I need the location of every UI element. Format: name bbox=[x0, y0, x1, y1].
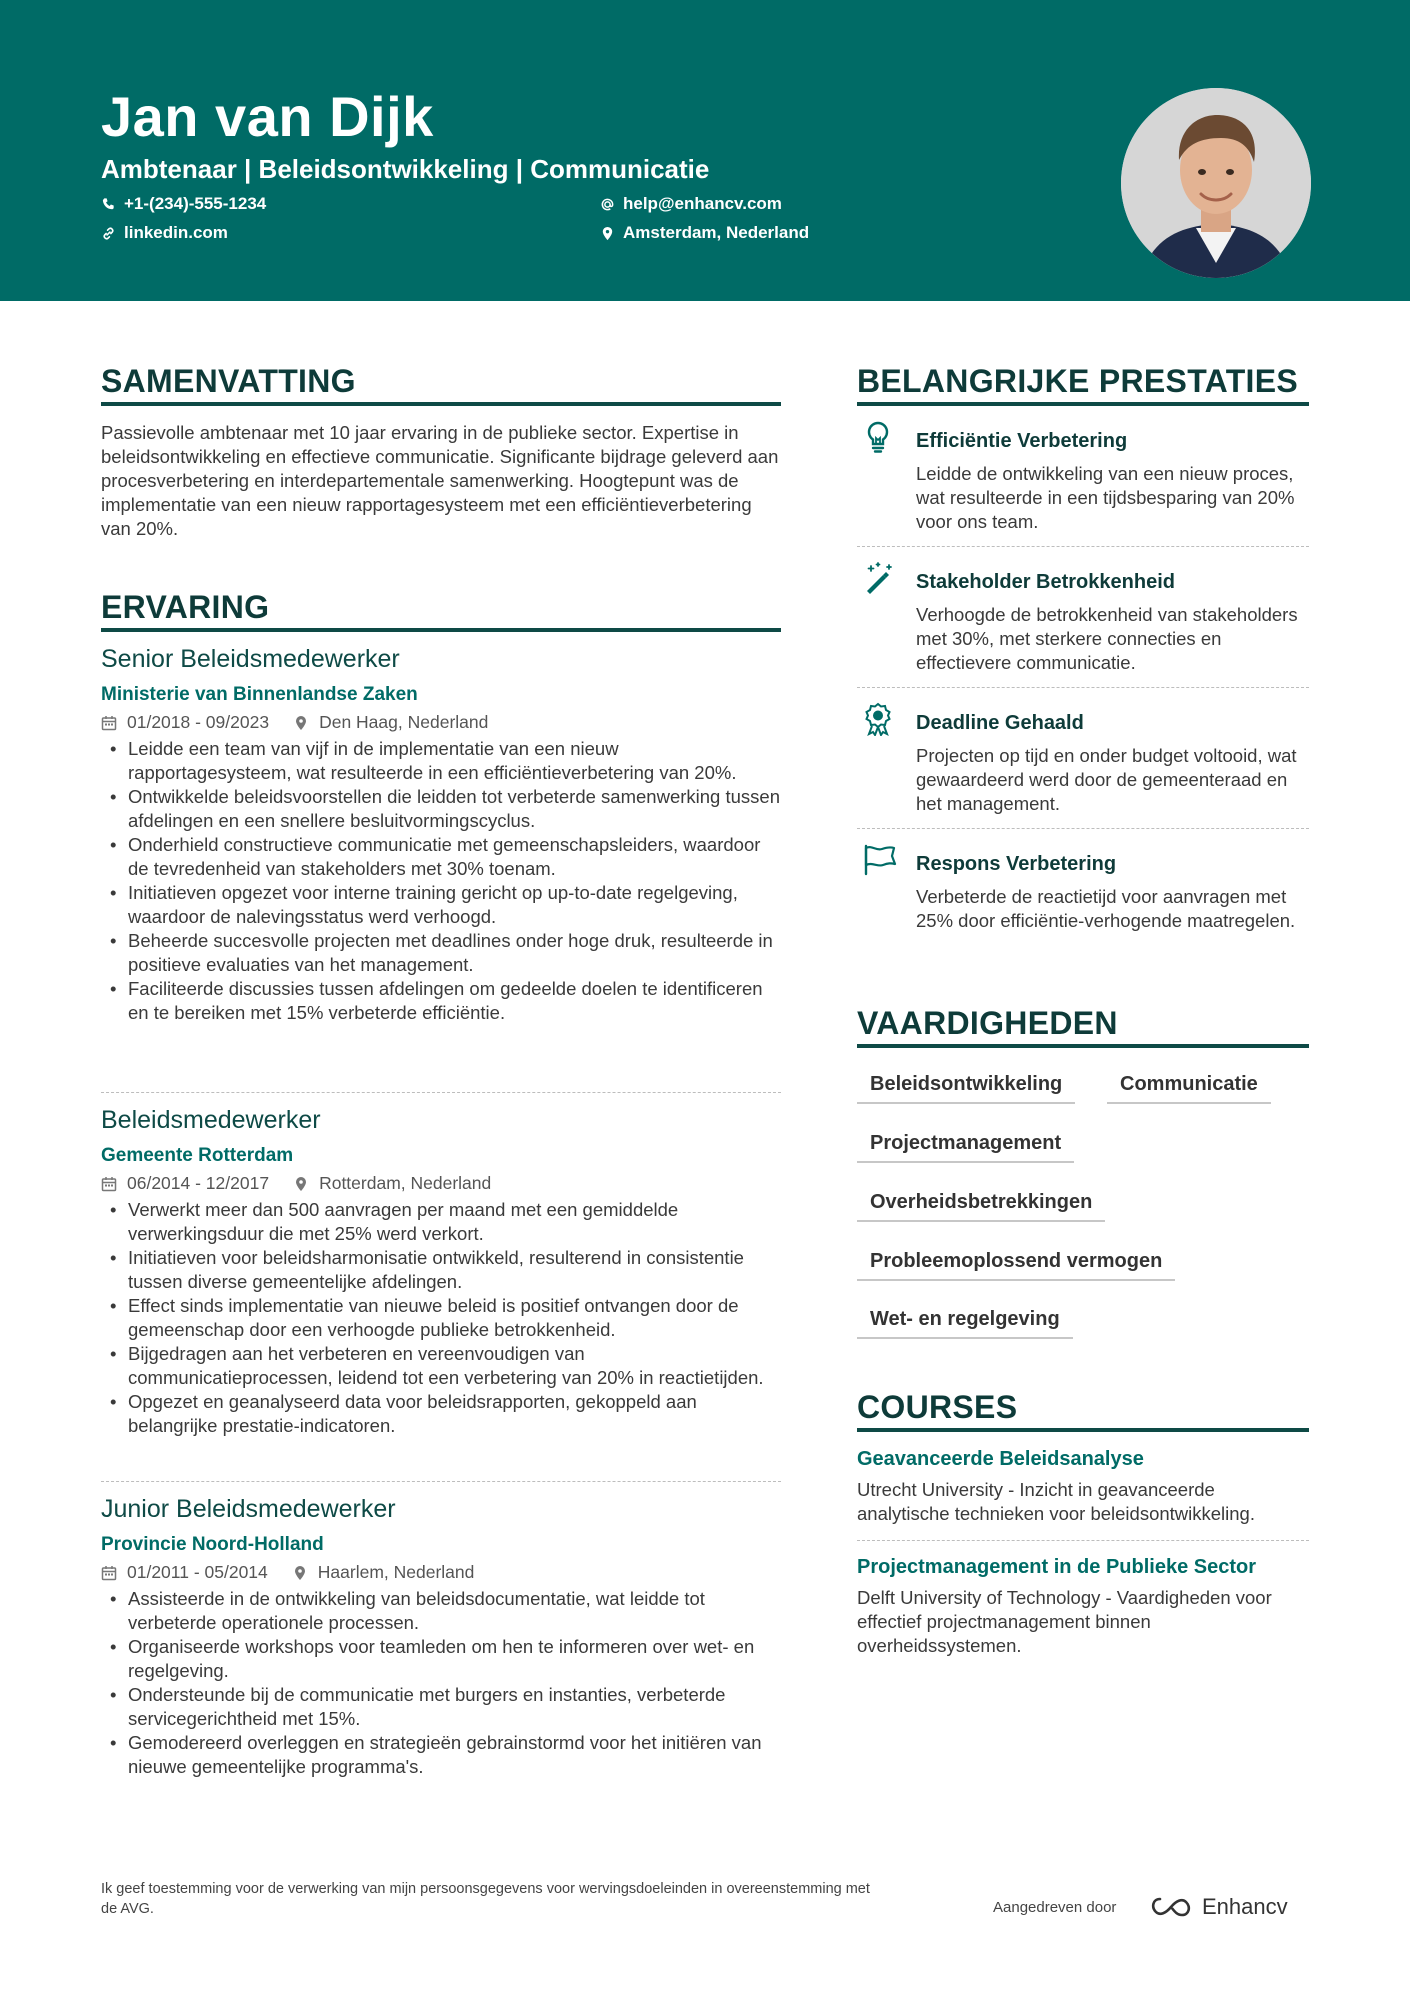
job-bullet: • Organiseerde workshops voor teamleden om hen te informeren over wet- en regelgeving. bbox=[101, 1635, 781, 1683]
at-sign-icon bbox=[600, 197, 615, 212]
achievement-divider bbox=[857, 828, 1309, 829]
job-company: Gemeente Rotterdam bbox=[101, 1145, 294, 1166]
job-meta bbox=[101, 712, 781, 733]
linkedin-text: linkedin.com bbox=[124, 223, 228, 242]
link-icon bbox=[101, 226, 116, 241]
job-dates: 06/2014 - 12/2017 bbox=[127, 1173, 270, 1193]
skill-tag: Wet- en regelgeving bbox=[857, 1299, 1073, 1339]
skill-tag: Beleidsontwikkeling bbox=[857, 1064, 1075, 1104]
achievement-title: Stakeholder Betrokkenheid bbox=[916, 571, 1175, 593]
course-title: Projectmanagement in de Publieke Sector bbox=[857, 1556, 1257, 1578]
job-location: Den Haag, Nederland bbox=[319, 712, 489, 732]
experience-rule bbox=[101, 628, 781, 632]
job-bullets bbox=[101, 1587, 781, 1779]
job-company: Provincie Noord-Holland bbox=[101, 1534, 324, 1555]
job-entry bbox=[101, 645, 781, 1025]
job-bullet: • Bijgedragen aan het verbeteren en vereenvoudigen van communicatieprocessen, leidend tot een verbetering van 20% in reactietijden. bbox=[101, 1342, 781, 1390]
profile-photo bbox=[1121, 88, 1311, 278]
job-bullet: • Initiatieven voor beleidsharmonisatie ontwikkeld, resulterend in consistentie tussen diverse gemeentelijke afdelingen. bbox=[101, 1246, 781, 1294]
job-bullets bbox=[101, 1198, 781, 1438]
achievements-heading: BELANGRIJKE PRESTATIES bbox=[857, 363, 1299, 399]
job-entry bbox=[101, 1495, 781, 1779]
job-role: Senior Beleidsmedewerker bbox=[101, 645, 400, 673]
job-bullet: • Onderhield constructieve communicatie met gemeenschapsleiders, waardoor de tevredenheid van stakeholders met 30% toenam. bbox=[101, 833, 781, 881]
consent-note: Ik geef toestemming voor de verwerking van mijn persoonsgegevens voor wervingsdoeleinden in overeenstemming met de AVG. bbox=[101, 1881, 870, 1917]
job-bullet: • Assisteerde in de ontwikkeling van beleidsdocumentatie, wat leidde tot verbeterde operationele processen. bbox=[101, 1587, 781, 1635]
achievement-text: Verhoogde de betrokkenheid van stakeholders met 30%, met sterkere connecties en effectievere communicatie. bbox=[916, 604, 1298, 673]
job-company: Ministerie van Binnenlandse Zaken bbox=[101, 684, 418, 705]
job-dates: 01/2011 - 05/2014 bbox=[127, 1562, 268, 1582]
achievement-title: Efficiëntie Verbetering bbox=[916, 430, 1128, 452]
skill-tag: Probleemoplossend vermogen bbox=[857, 1241, 1175, 1281]
contact-location bbox=[600, 223, 809, 243]
achievement-text: Verbeterde de reactietijd voor aanvragen met 25% door efficiëntie-verhogende maatregelen. bbox=[916, 886, 1296, 931]
course-text: Utrecht University - Inzicht in geavanceerde analytische technieken voor beleidsontwikkeling. bbox=[857, 1479, 1255, 1524]
resume-header bbox=[0, 0, 1410, 301]
brand-logo[interactable] bbox=[1148, 1894, 1288, 1920]
brand-name: Enhancv bbox=[1202, 1894, 1288, 1919]
job-entry bbox=[101, 1106, 781, 1438]
job-role: Junior Beleidsmedewerker bbox=[101, 1495, 396, 1523]
job-bullet: • Ondersteunde bij de communicatie met burgers en instanties, verbeterde servicegerichtheid met 15%. bbox=[101, 1683, 781, 1731]
summary-rule bbox=[101, 402, 781, 406]
course-text: Delft University of Technology - Vaardigheden voor effectief projectmanagement binnen overheidssystemen. bbox=[857, 1587, 1272, 1656]
job-bullet: • Verwerkt meer dan 500 aanvragen per maand met een gemiddelde verwerkingsduur die met 25% werd verkort. bbox=[101, 1198, 781, 1246]
job-meta bbox=[101, 1173, 781, 1194]
job-bullet: • Ontwikkelde beleidsvoorstellen die leidden tot verbeterde samenwerking tussen afdelingen en een snellere besluitvormingscyclus. bbox=[101, 785, 781, 833]
powered-by-label: Aangedreven door bbox=[993, 1899, 1117, 1916]
job-bullet: • Leidde een team van vijf in de implementatie van een nieuw rapportagesysteem, wat resulteerde in een efficiëntieverbetering van 20%. bbox=[101, 737, 781, 785]
map-pin-icon bbox=[293, 1176, 309, 1192]
lightbulb-icon bbox=[863, 420, 893, 454]
job-bullet: • Effect sinds implementatie van nieuwe beleid is positief ontvangen door de gemeenschap door een verhoogde publieke betrokkenheid. bbox=[101, 1294, 781, 1342]
achievement-text: Projecten op tijd en onder budget voltooid, wat gewaardeerd werd door de gemeenteraad en het management. bbox=[916, 745, 1297, 814]
achievements-rule bbox=[857, 402, 1309, 406]
summary-heading: SAMENVATTING bbox=[101, 363, 356, 399]
skill-tag: Projectmanagement bbox=[857, 1123, 1074, 1163]
contact-email[interactable] bbox=[600, 194, 782, 214]
candidate-name: Jan van Dijk bbox=[101, 85, 434, 148]
job-divider bbox=[101, 1092, 781, 1093]
skill-tag: Overheidsbetrekkingen bbox=[857, 1182, 1105, 1222]
achievement-divider bbox=[857, 546, 1309, 547]
skills-heading: VAARDIGHEDEN bbox=[857, 1005, 1118, 1041]
achievement-divider bbox=[857, 687, 1309, 688]
phone-text: +1-(234)-555-1234 bbox=[124, 194, 267, 213]
candidate-title: Ambtenaar | Beleidsontwikkeling | Communicatie bbox=[101, 154, 710, 184]
summary-text: Passievolle ambtenaar met 10 jaar ervaring in de publieke sector. Expertise in beleidsontwikkeling en effectieve communicatie. Significante bijdrage geleverd aan procesverbetering en interdepartementale samenwerking. Hoogtepunt was de implementatie van een nieuw rapportagesysteem met een efficiëntieverbetering van 20%. bbox=[101, 422, 779, 539]
achievement-title: Respons Verbetering bbox=[916, 853, 1117, 875]
job-bullet: • Initiatieven opgezet voor interne training gericht op up-to-date regelgeving, waardoor de nalevingsstatus werd verhoogd. bbox=[101, 881, 781, 929]
courses-rule bbox=[857, 1428, 1309, 1432]
map-pin-icon bbox=[293, 715, 309, 731]
job-bullet: • Opgezet en geanalyseerd data voor beleidsrapporten, gekoppeld aan belangrijke prestatie-indicatoren. bbox=[101, 1390, 781, 1438]
courses-heading: COURSES bbox=[857, 1389, 1018, 1425]
job-divider bbox=[101, 1481, 781, 1482]
enhancv-logo-icon bbox=[1148, 1895, 1194, 1919]
flag-icon bbox=[863, 843, 897, 877]
course-divider bbox=[857, 1540, 1309, 1541]
email-text: help@enhancv.com bbox=[623, 194, 782, 213]
job-bullet: • Faciliteerde discussies tussen afdelingen om gedeelde doelen te identificeren en te bereiken met 15% verbeterde efficiëntie. bbox=[101, 977, 781, 1025]
contact-phone[interactable] bbox=[101, 194, 266, 214]
job-bullet: • Beheerde succesvolle projecten met deadlines onder hoge druk, resulteerde in positieve evaluaties van het management. bbox=[101, 929, 781, 977]
map-pin-icon bbox=[292, 1565, 308, 1581]
skill-tag: Communicatie bbox=[1107, 1064, 1271, 1104]
calendar-icon bbox=[101, 1565, 117, 1581]
job-meta bbox=[101, 1562, 781, 1583]
calendar-icon bbox=[101, 715, 117, 731]
job-role: Beleidsmedewerker bbox=[101, 1106, 321, 1134]
job-location: Rotterdam, Nederland bbox=[319, 1173, 492, 1193]
course-title: Geavanceerde Beleidsanalyse bbox=[857, 1448, 1144, 1470]
calendar-icon bbox=[101, 1176, 117, 1192]
award-badge-icon bbox=[863, 702, 893, 736]
magic-wand-icon bbox=[863, 561, 893, 595]
job-bullets bbox=[101, 737, 781, 1025]
location-text: Amsterdam, Nederland bbox=[623, 223, 810, 242]
job-bullet: • Gemodereerd overleggen en strategieën gebrainstormd voor het initiëren van nieuwe gemeentelijke programma's. bbox=[101, 1731, 781, 1779]
achievement-text: Leidde de ontwikkeling van een nieuw proces, wat resulteerde in een tijdsbesparing van 20% voor ons team. bbox=[916, 463, 1295, 532]
job-location: Haarlem, Nederland bbox=[317, 1562, 475, 1582]
phone-icon bbox=[101, 197, 116, 212]
map-pin-icon bbox=[600, 226, 615, 241]
contact-linkedin[interactable] bbox=[101, 223, 228, 243]
experience-heading: ERVARING bbox=[101, 589, 270, 625]
skills-rule bbox=[857, 1044, 1309, 1048]
job-dates: 01/2018 - 09/2023 bbox=[127, 712, 270, 732]
achievement-title: Deadline Gehaald bbox=[916, 712, 1084, 734]
